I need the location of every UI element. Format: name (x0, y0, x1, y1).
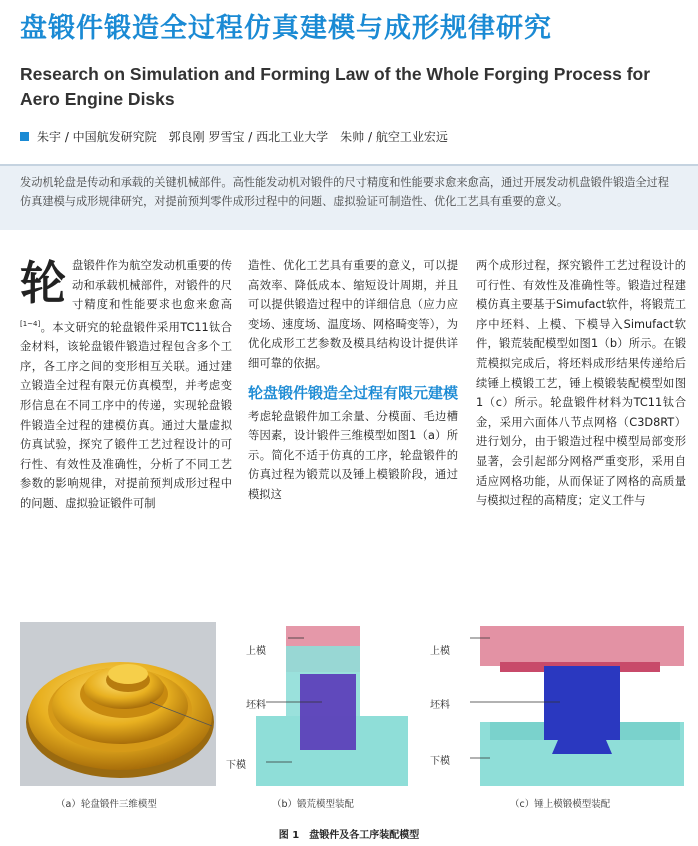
disk-3d-model-image (20, 622, 216, 786)
figure-b-panel (226, 622, 422, 786)
label-lower-die-c: 下模 (430, 756, 450, 767)
label-billet-b: 坯料 (246, 700, 266, 711)
section-heading: 轮盘锻件锻造全过程有限元建模 (248, 383, 459, 402)
abstract-text: 发动机轮盘是传动和承载的关键机械部件。高性能发动机对锻件的尺寸精度和性能要求愈来愈高，通过开展发动机盘锻件锻造全过程仿真建模与成形规律研究，对提前预判零件成形过程中的问题、虚拟验证可制造性、优化工艺具有重要的意义。 (20, 176, 669, 208)
drop-cap: 轮 (20, 256, 66, 310)
authors-line (20, 128, 448, 145)
body-column-1 (20, 256, 232, 513)
col2-text-b: 考虑轮盘锻件加工余量、分模面、毛边槽等因素，设计锻件三维模型如图1（a）所示。简化不适于仿真的工序，轮盘锻件的仿真过程为锻荒以及锤上模锻阶段，通过模拟这 (248, 409, 458, 501)
label-lower-die-b: 下模 (226, 760, 246, 771)
hammer-forging-assembly-diagram (430, 622, 688, 786)
col1-text: 盘锻件作为航空发动机重要的传动和承载机械部件，对锻件的尺寸精度和性能要求也愈来愈高 (72, 259, 232, 312)
label-upper-die-c: 上模 (430, 646, 450, 657)
figure-a-panel (20, 622, 216, 786)
caption-c: （c）锤上模锻模型装配 (510, 799, 611, 810)
figure-title: 图 1 盘锻件及各工序装配模型 (278, 830, 420, 841)
col3-text: 两个成形过程，探究锻件工艺过程设计的可行性、有效性及准确性等。锻造过程建模仿真主要基于Simufact软件，将锻荒工序中坯料、上模、下模导入Simufact软件，锻荒装配模型如图1（b）所示。在锻荒模拟完成后，将坯料成形结果传递给后续锤上模锻工艺，锤上模锻装配模型如图1（c）所示。轮盘锻件材料为TC11钛合金，采用六面体八节点网格（C3D8RT）进行划分，由于锻造过程中模型局部变形显著，会引起部分网格严重变形，采用自适应网格功能，从而保证了网格的高质量与模拟过程的高精度；定义工件与 (476, 259, 686, 508)
caption-a: （a）轮盘锻件三维模型 (56, 799, 157, 810)
label-upper-die-b: 上模 (246, 646, 266, 657)
caption-b: （b）锻荒模型装配 (272, 799, 355, 810)
citation: [1~4] (20, 319, 41, 328)
authors-text: 朱宇 / 中国航发研究院 郭良刚 罗雪宝 / 西北工业大学 朱帅 / 航空工业宏远 (37, 130, 448, 144)
page-title-en: Research on Simulation and Forming Law of the Whole Forging Process for Aero Engine Disks (20, 64, 651, 109)
square-bullet-icon (20, 132, 29, 141)
body-column-2 (248, 256, 458, 505)
col2-text-a: 造性、优化工艺具有重要的意义，可以提高效率、降低成本、缩短设计周期，并且可以提供锻造过程中的详细信息（应力应变场、速度场、温度场、网格畸变等），为优化成形工艺参数及模具结构设计提供详细可靠的依据。 (248, 259, 458, 370)
body-column-3 (476, 256, 686, 511)
abstract-box (0, 164, 698, 230)
col1-text-rest: 。本文研究的轮盘锻件采用TC11钛合金材料，该轮盘锻件锻造过程包含多个工序，各工序之间的变形相互关联。通过建立锻造全过程有限元仿真模型，并考虑变形信息在不同工序中的传递，实现轮盘锻件锻造全过程的建模仿真。通过大量虚拟仿真试验，探究了锻件工艺过程设计的可行性、有效性及准确性，分析了不同工艺参数的影响规律，对提前预判成形过程中的问题、虚拟验证锻件可制 (20, 320, 232, 510)
figure-c-panel (430, 622, 688, 786)
label-billet-c: 坯料 (430, 700, 450, 711)
page-title-cn: 盘锻件锻造全过程仿真建模与成形规律研究 (20, 13, 552, 44)
